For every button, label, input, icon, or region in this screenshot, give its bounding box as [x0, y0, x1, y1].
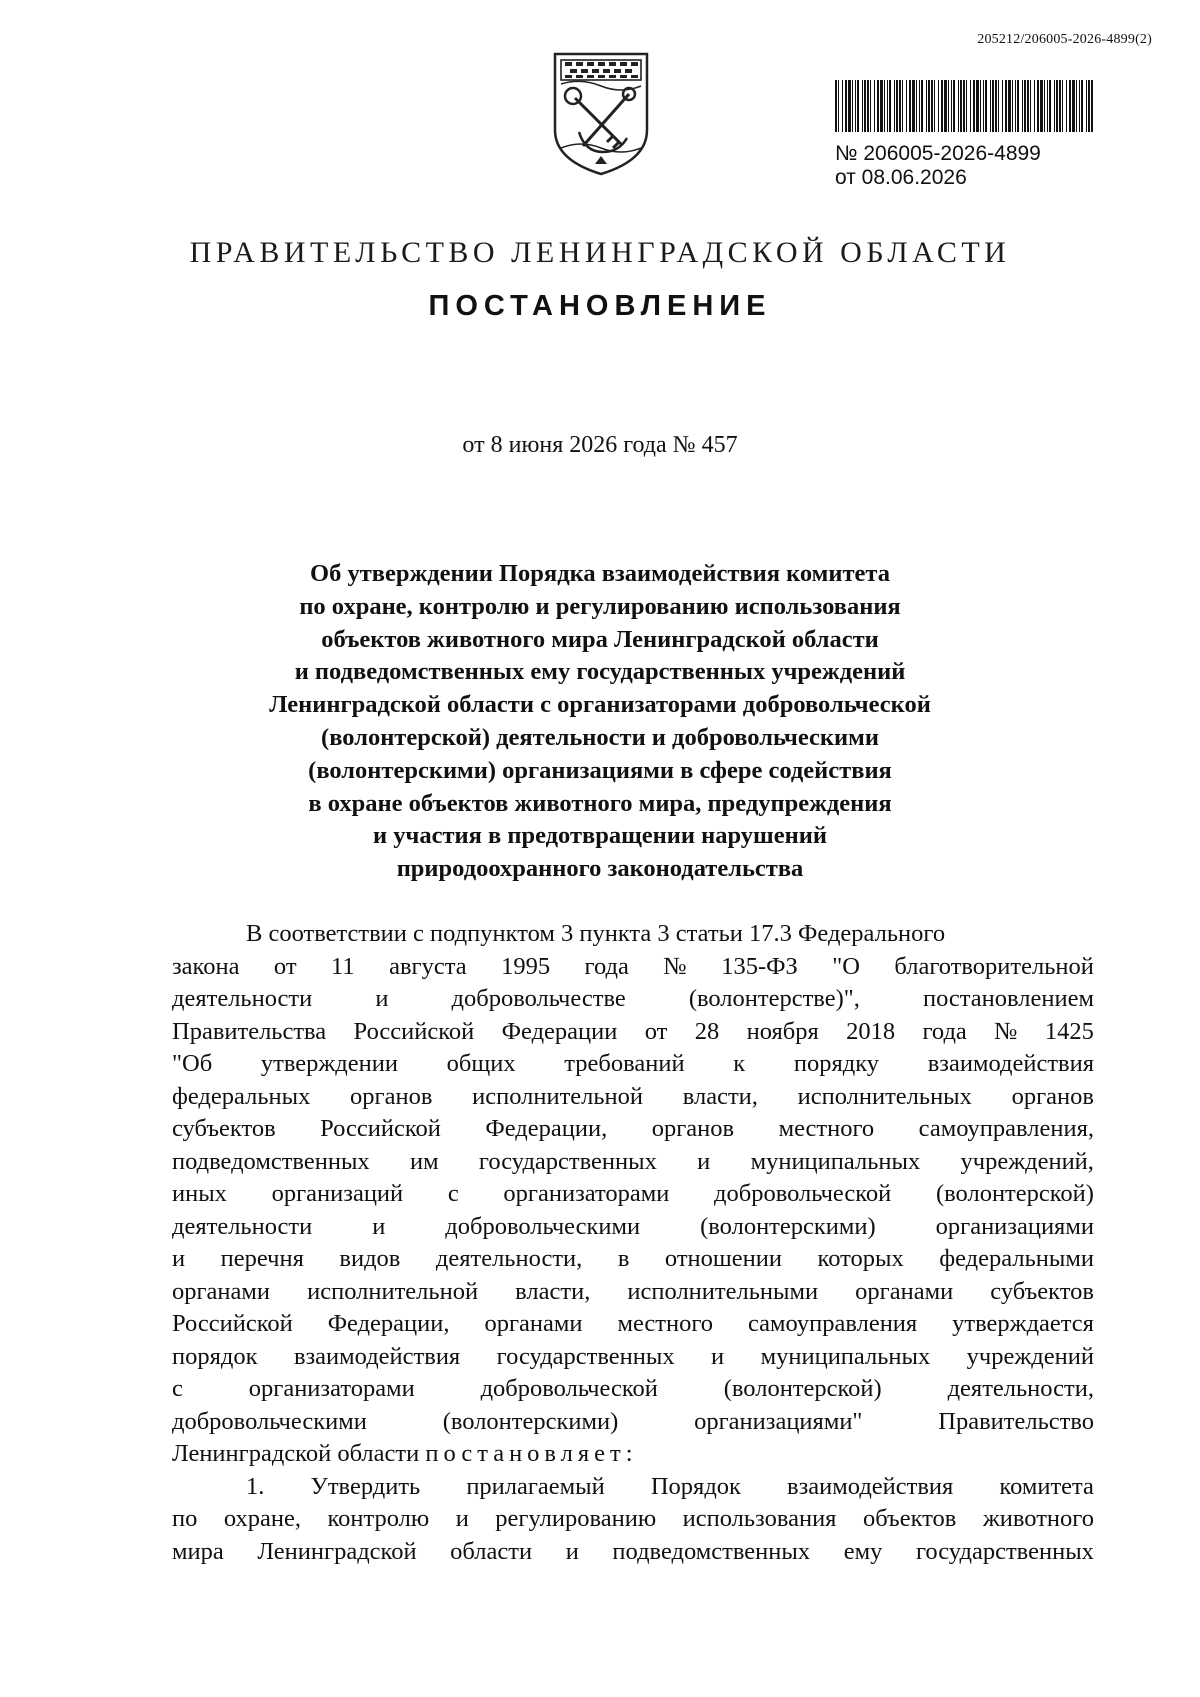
word: Российской	[320, 1115, 441, 1142]
subject-line: в охране объектов животного мира, предупреждения	[308, 789, 892, 817]
barcode-bar	[1012, 80, 1013, 132]
barcode-bar	[1081, 80, 1083, 132]
word: объектов	[862, 1505, 957, 1532]
word: деятельности	[172, 1212, 313, 1240]
body-line	[172, 1243, 1094, 1276]
body-line	[172, 1146, 1094, 1179]
word: "О	[832, 952, 860, 980]
word: видов	[339, 1245, 401, 1272]
word: области	[450, 1537, 533, 1565]
body-line	[172, 951, 1094, 984]
body-line	[172, 1113, 1094, 1146]
barcode-bar	[973, 80, 975, 132]
subject-line: Ленинградской области с организаторами добровольческой	[269, 691, 931, 719]
barcode-bar	[870, 80, 871, 132]
barcode-bar	[1049, 80, 1051, 132]
document-body	[172, 918, 1094, 1568]
subject-line: Об утверждении Порядка взаимодействия комитета	[310, 560, 890, 587]
barcode-bar	[938, 80, 939, 132]
body-line	[172, 983, 1094, 1016]
barcode-bar	[864, 80, 866, 132]
resolve-verb: постановляет:	[425, 1440, 638, 1467]
word: и	[372, 1212, 386, 1240]
word: органов	[1011, 1082, 1094, 1110]
barcode-bar	[944, 80, 947, 132]
word: самоуправления	[748, 1310, 918, 1337]
barcode-bar	[848, 80, 851, 132]
registration-block	[835, 80, 1095, 190]
word: исполнительной	[472, 1082, 644, 1110]
word: 1425	[1044, 1017, 1094, 1045]
barcode-bar	[909, 80, 911, 132]
body-line	[172, 1373, 1094, 1406]
barcode-bar	[855, 80, 856, 132]
word: муниципальных	[760, 1342, 931, 1370]
word: ему	[843, 1537, 883, 1565]
word: в	[617, 1245, 630, 1272]
word: (волонтерской)	[935, 1180, 1094, 1207]
barcode-bar	[845, 80, 847, 132]
item-1-line	[172, 1503, 1094, 1536]
barcode-bar	[1005, 80, 1007, 132]
barcode-bar	[1079, 80, 1080, 132]
subject-line: (волонтерскими) организациями в сфере содействия	[308, 756, 892, 784]
barcode-bar	[960, 80, 962, 132]
subject-line: объектов животного мира Ленинградской области	[321, 625, 879, 653]
barcode-bar	[862, 80, 863, 132]
word: Федерации	[501, 1017, 618, 1045]
document-date-number: от 8 июня 2026 года № 457	[462, 432, 738, 458]
word: контролю	[327, 1505, 430, 1532]
registration-date: от 08.06.2026	[835, 166, 967, 189]
barcode-bar	[1030, 80, 1031, 132]
word: исполнительной	[307, 1277, 479, 1305]
barcode-bar	[951, 80, 952, 132]
barcode-bar	[1076, 80, 1077, 132]
body-line	[172, 1341, 1094, 1374]
leningrad-oblast-coat-of-arms-icon	[549, 48, 653, 178]
barcode-bar	[948, 80, 949, 132]
barcode-bar	[963, 80, 965, 132]
word: прилагаемый	[466, 1472, 605, 1500]
word: федеральными	[939, 1245, 1094, 1272]
word: организаций	[271, 1180, 404, 1207]
word: государственных	[496, 1342, 675, 1370]
barcode-bar	[835, 80, 837, 132]
barcode-bar	[852, 80, 853, 132]
barcode-bar	[874, 80, 875, 132]
barcode-bar	[877, 80, 879, 132]
barcode-bar	[894, 80, 895, 132]
word: подведомственных	[612, 1537, 811, 1565]
barcode-bar	[990, 80, 991, 132]
word: органами	[484, 1310, 583, 1337]
word: охране,	[223, 1505, 301, 1532]
word: субъектов	[990, 1277, 1094, 1305]
word: мира	[172, 1537, 224, 1565]
barcode-bar	[884, 80, 885, 132]
word: и	[697, 1147, 711, 1175]
barcode-bar	[921, 80, 923, 132]
word: взаимодействия	[293, 1342, 461, 1370]
barcode-bar	[867, 80, 869, 132]
word: с	[172, 1375, 183, 1402]
word: перечня	[220, 1245, 304, 1272]
barcode-bar	[1044, 80, 1045, 132]
barcode-bar	[983, 80, 984, 132]
barcode-bar	[889, 80, 891, 132]
word: от	[273, 952, 297, 980]
word: (волонтерской)	[723, 1375, 882, 1402]
word: Ленинградской	[257, 1537, 417, 1565]
barcode-bar	[953, 80, 955, 132]
barcode-bar	[980, 80, 981, 132]
resolve-line	[172, 1438, 1094, 1471]
subject-line: по охране, контролю и регулированию использования	[299, 592, 901, 620]
barcode-bar	[1066, 80, 1067, 132]
word: утверждается	[952, 1310, 1094, 1337]
barcode-bar	[1027, 80, 1029, 132]
barcode-bar	[976, 80, 979, 132]
subject-line: природоохранного законодательства	[396, 855, 804, 883]
subject-line: и подведомственных ему государственных учреждений	[294, 658, 906, 686]
word: "Об	[172, 1050, 213, 1077]
word: закона	[172, 952, 240, 980]
word: власти,	[682, 1082, 758, 1110]
word: деятельности,	[947, 1375, 1094, 1402]
document-subject	[160, 558, 1040, 886]
word: государственных	[915, 1537, 1094, 1565]
barcode-bar	[887, 80, 888, 132]
word: власти,	[515, 1277, 591, 1305]
word: Правительство	[938, 1407, 1094, 1435]
barcode-bar	[926, 80, 927, 132]
barcode-bar	[1069, 80, 1071, 132]
body-line: В соответствии с подпунктом 3 пункта 3 статьи 17.3 Федерального	[246, 920, 946, 947]
word: учреждений,	[960, 1147, 1094, 1175]
barcode-bar	[838, 80, 839, 132]
word: органами	[855, 1277, 954, 1305]
document-type: ПОСТАНОВЛЕНИЕ	[428, 290, 772, 322]
word: августа	[389, 952, 467, 980]
word: утверждении	[260, 1050, 398, 1077]
body-line	[172, 1178, 1094, 1211]
word: добровольческой	[480, 1375, 658, 1402]
word: и	[565, 1537, 579, 1565]
barcode-bar	[941, 80, 943, 132]
barcode-bar	[1037, 80, 1039, 132]
word: отношении	[664, 1245, 782, 1272]
barcode-bar	[916, 80, 917, 132]
subject-line: и участия в предотвращении нарушений	[373, 822, 827, 850]
item-1-line	[172, 1536, 1094, 1569]
word: Порядок	[650, 1472, 741, 1500]
barcode-bar	[1034, 80, 1035, 132]
word: года	[922, 1017, 967, 1045]
barcode-bar	[1024, 80, 1026, 132]
word: с	[447, 1180, 459, 1207]
barcode-bar	[1015, 80, 1016, 132]
word: Федерации,	[485, 1115, 608, 1142]
word: порядку	[793, 1050, 880, 1077]
word: и	[711, 1342, 725, 1370]
word: комитета	[999, 1472, 1094, 1500]
barcode-bar	[1022, 80, 1023, 132]
word: добровольчестве	[451, 985, 626, 1012]
word: благотворительной	[894, 952, 1094, 980]
word: от	[644, 1017, 668, 1045]
word: регулированию	[495, 1505, 657, 1532]
word: добровольческими	[445, 1212, 641, 1240]
word: по	[172, 1505, 198, 1532]
word: требований	[564, 1050, 685, 1077]
word: исполнительных	[797, 1082, 972, 1110]
word: Утвердить	[310, 1472, 421, 1500]
word: добровольческой	[714, 1180, 892, 1207]
word: им	[409, 1147, 439, 1175]
barcode-bar	[1054, 80, 1055, 132]
barcode-bar	[1047, 80, 1048, 132]
barcode-bar	[1017, 80, 1019, 132]
body-line	[172, 1276, 1094, 1309]
word: Российской	[353, 1017, 475, 1045]
barcode-bar	[842, 80, 843, 132]
word: организаторами	[503, 1180, 670, 1207]
word: деятельности,	[435, 1245, 583, 1272]
word: местного	[778, 1115, 875, 1142]
word: субъектов	[172, 1115, 276, 1142]
word: животного	[982, 1505, 1094, 1532]
word: (волонтерстве)",	[688, 985, 860, 1012]
word: (волонтерскими)	[700, 1212, 876, 1240]
body-line	[172, 1308, 1094, 1341]
barcode-bar	[1056, 80, 1058, 132]
barcode-bar	[1059, 80, 1061, 132]
word: организаторами	[248, 1375, 415, 1402]
word: местного	[617, 1310, 714, 1337]
barcode-bar	[1091, 80, 1093, 132]
barcode-bar	[906, 80, 907, 132]
word: и	[172, 1245, 186, 1272]
word: №	[663, 952, 687, 980]
word: деятельности	[172, 985, 313, 1012]
registration-number: № 206005-2026-4899	[835, 142, 1041, 165]
barcode-bar	[899, 80, 901, 132]
word: использования	[682, 1505, 837, 1532]
word: 1.	[246, 1472, 265, 1500]
barcode-bar	[934, 80, 935, 132]
document-id: 205212/206005-2026-4899(2)	[977, 32, 1152, 47]
word: 1995	[501, 952, 551, 980]
barcode-bar	[998, 80, 999, 132]
word: к	[733, 1050, 746, 1077]
barcode-bar	[931, 80, 933, 132]
word: (волонтерскими)	[442, 1407, 619, 1435]
barcode-bar	[1040, 80, 1043, 132]
body-line	[172, 1211, 1094, 1244]
word: самоуправления,	[918, 1115, 1094, 1142]
word: добровольческими	[172, 1407, 367, 1435]
word: общих	[446, 1050, 516, 1077]
barcode-bar	[1086, 80, 1087, 132]
word: федеральных	[172, 1082, 311, 1110]
word: которых	[817, 1245, 904, 1272]
barcode-bar	[1072, 80, 1075, 132]
item-1-line	[172, 1471, 1094, 1504]
word: порядок	[172, 1342, 258, 1370]
barcode-bar	[966, 80, 967, 132]
barcode-bar	[995, 80, 997, 132]
word: взаимодействия	[787, 1472, 954, 1500]
word: Российской	[172, 1310, 293, 1337]
word: и	[455, 1505, 469, 1532]
barcode-bar	[1088, 80, 1090, 132]
word: иных	[172, 1180, 227, 1207]
word: Федерации,	[327, 1310, 450, 1337]
barcode-bar	[919, 80, 920, 132]
word: организациями"	[694, 1407, 863, 1435]
barcode-bar	[902, 80, 903, 132]
subject-line: (волонтерской) деятельности и добровольческими	[321, 723, 879, 751]
barcode-bar	[992, 80, 994, 132]
word: организациями	[935, 1212, 1094, 1240]
barcode-bar	[1062, 80, 1063, 132]
barcode-bar	[857, 80, 859, 132]
body-line	[172, 1016, 1094, 1049]
barcode-bar	[985, 80, 987, 132]
body-line	[172, 1406, 1094, 1439]
barcode-bar	[1008, 80, 1011, 132]
word: постановлением	[922, 985, 1094, 1012]
barcode-bar	[1002, 80, 1003, 132]
barcode-bar	[958, 80, 959, 132]
barcode-bar	[928, 80, 930, 132]
word: исполнительными	[627, 1277, 819, 1305]
word: 135-ФЗ	[721, 952, 798, 980]
word: органов	[350, 1082, 433, 1110]
word: муниципальных	[750, 1147, 921, 1175]
word: государственных	[478, 1147, 657, 1175]
government-title: ПРАВИТЕЛЬСТВО ЛЕНИНГРАДСКОЙ ОБЛАСТИ	[189, 236, 1011, 269]
resolve-prefix: Ленинградской области	[172, 1440, 426, 1467]
word: Правительства	[172, 1017, 327, 1045]
word: 11	[331, 952, 355, 980]
word: органов	[651, 1115, 735, 1142]
barcode-bar	[912, 80, 915, 132]
barcode-bar	[896, 80, 898, 132]
barcode-bar	[880, 80, 883, 132]
word: органами	[172, 1277, 271, 1305]
word: и	[375, 985, 389, 1012]
word: взаимодействия	[927, 1050, 1094, 1077]
body-line	[172, 1081, 1094, 1114]
word: года	[584, 952, 629, 980]
word: 2018	[846, 1017, 896, 1045]
body-line	[172, 1048, 1094, 1081]
word: подведомственных	[172, 1147, 370, 1175]
barcode-icon	[835, 80, 1095, 132]
word: учреждений	[966, 1342, 1094, 1370]
barcode-bar	[970, 80, 971, 132]
word: ноября	[746, 1017, 819, 1045]
word: 28	[694, 1017, 720, 1045]
word: №	[994, 1017, 1018, 1045]
